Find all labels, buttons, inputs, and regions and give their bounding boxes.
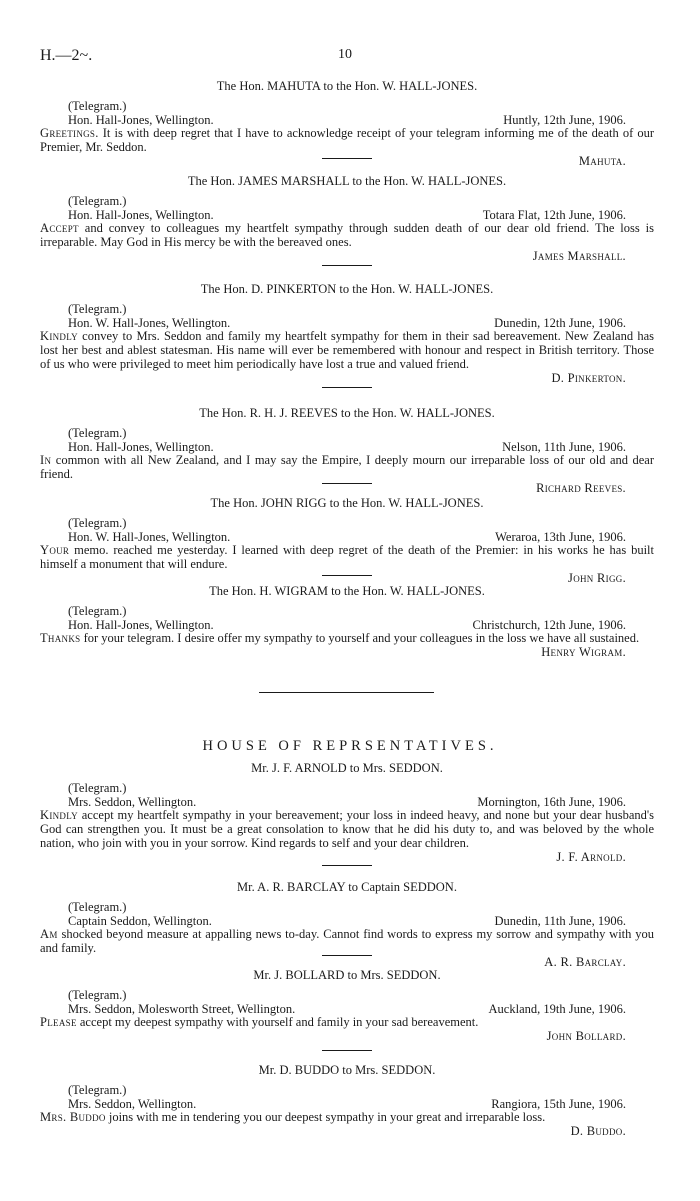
addressee: Hon. Hall-Jones, Wellington.	[68, 439, 214, 454]
place-date: Dunedin, 12th June, 1906.	[494, 315, 626, 330]
telegram-entry	[40, 497, 654, 586]
telegram-body	[40, 1111, 654, 1125]
separator-rule	[322, 387, 372, 388]
telegram-type: (Telegram.)	[68, 987, 127, 1002]
address-line	[40, 114, 654, 128]
telegram-heading: Mr. A. R. BARCLAY to Captain SEDDON.	[237, 880, 457, 894]
separator-rule	[322, 865, 372, 866]
telegram-body	[40, 632, 654, 646]
address-line	[40, 619, 654, 633]
telegram-heading: The Hon. MAHUTA to the Hon. W. HALL-JONES.	[216, 79, 478, 93]
body-lead-word: Am	[40, 927, 58, 942]
telegram-body	[40, 222, 654, 250]
telegram-body	[40, 544, 654, 572]
telegram-body	[40, 127, 654, 155]
body-lead-word: Mrs. Buddo	[40, 1110, 106, 1125]
telegram-type: (Telegram.)	[68, 193, 127, 208]
body-text: accept my deepest sympathy with yourself and family in your sad bereavement.	[79, 1015, 479, 1030]
body-lead-word: Kindly	[40, 329, 78, 344]
signature: Mahuta.	[578, 153, 626, 168]
addressee: Hon. Hall-Jones, Wellington.	[68, 207, 214, 222]
body-lead-word: Kindly	[40, 808, 78, 823]
telegram-type: (Telegram.)	[68, 603, 127, 618]
telegram-type: (Telegram.)	[68, 899, 127, 914]
place-date: Christchurch, 12th June, 1906.	[472, 617, 626, 632]
address-line	[40, 531, 654, 545]
body-lead-word: Greetings.	[40, 126, 99, 141]
place-date: Weraroa, 13th June, 1906.	[495, 529, 626, 544]
signature: James Marshall.	[532, 248, 626, 263]
place-date: Mornington, 16th June, 1906.	[477, 794, 626, 809]
telegram-body	[40, 1016, 654, 1030]
addressee: Mrs. Seddon, Molesworth Street, Wellington.	[68, 1001, 296, 1016]
body-text: common with all New Zealand, and I may say the Empire, I deeply mourn our irreparable loss of our old and dear friend.	[40, 453, 654, 482]
separator-rule	[322, 158, 372, 159]
telegram-entry	[40, 585, 654, 660]
telegram-entry	[40, 1064, 654, 1139]
addressee: Mrs. Seddon, Wellington.	[68, 1096, 197, 1111]
telegram-heading: The Hon. R. H. J. REEVES to the Hon. W. HALL-JONES.	[199, 406, 495, 420]
telegram-entry	[40, 80, 654, 169]
place-date: Dunedin, 11th June, 1906.	[494, 913, 626, 928]
separator-rule	[322, 575, 372, 576]
body-text: accept my heartfelt sympathy in your bereavement; your loss in indeed heavy, and none but your dear husband's God can strengthen you. It must be a great consolation to know that he did his duty to, and was beloved by the whole nation, who join with you in your sorrow. Kind regards to self and your dear children.	[40, 808, 654, 850]
body-lead-word: Your	[40, 543, 70, 558]
telegram-heading: The Hon. JOHN RIGG to the Hon. W. HALL-JONES.	[210, 496, 484, 510]
body-text: for your telegram. I desire offer my sympathy to yourself and your colleagues in the loss we have all sustained.	[83, 631, 640, 646]
signature: John Bollard.	[546, 1029, 626, 1044]
signature: A. R. Barclay.	[544, 954, 626, 969]
addressee: Hon. Hall-Jones, Wellington.	[68, 617, 214, 632]
telegram-type: (Telegram.)	[68, 515, 127, 530]
telegram-body	[40, 454, 654, 482]
body-text: shocked beyond measure at appalling news to-day. Cannot find words to express my sorrow and sympathy with you and family.	[40, 927, 654, 956]
body-lead-word: Accept	[40, 221, 79, 236]
separator-rule	[322, 265, 372, 266]
address-line	[40, 441, 654, 455]
telegram-entry	[40, 762, 654, 865]
signature: D. Buddo.	[570, 1124, 626, 1139]
place-date: Huntly, 12th June, 1906.	[503, 112, 626, 127]
document-reference: H.—2~.	[40, 47, 93, 64]
body-lead-word: In	[40, 453, 52, 468]
body-lead-word: Please	[40, 1015, 77, 1030]
addressee: Hon. W. Hall-Jones, Wellington.	[68, 529, 231, 544]
body-lead-word: Thanks	[40, 631, 81, 646]
telegram-entry	[40, 283, 654, 386]
telegram-entry	[40, 881, 654, 970]
address-line	[40, 317, 654, 331]
body-text: It is with deep regret that I have to acknowledge receipt of your telegram informing me of the death of our Premier, Mr. Seddon.	[40, 126, 654, 155]
body-text: and convey to colleagues my heartfelt sympathy through sudden death of our dear old friend. The loss is irreparable. May God in His mercy be with the bereaved ones.	[40, 221, 655, 250]
place-date: Nelson, 11th June, 1906.	[502, 439, 626, 454]
telegram-heading: The Hon. H. WIGRAM to the Hon. W. HALL-JONES.	[209, 584, 485, 598]
telegram-heading: The Hon. JAMES MARSHALL to the Hon. W. HALL-JONES.	[187, 174, 507, 188]
address-line	[40, 1003, 654, 1017]
address-line	[40, 209, 654, 223]
telegram-heading: Mr. J. BOLLARD to Mrs. SEDDON.	[253, 968, 441, 982]
telegram-type: (Telegram.)	[68, 1082, 127, 1097]
section-divider-rule	[259, 692, 434, 693]
address-line	[40, 796, 654, 810]
body-text: memo. reached me yesterday. I learned with deep regret of the death of the Premier: in his works he has built himself a monument that will endure.	[40, 543, 654, 572]
address-line	[40, 1098, 654, 1112]
signature: D. Pinkerton.	[551, 370, 626, 385]
addressee: Hon. Hall-Jones, Wellington.	[68, 112, 214, 127]
telegram-type: (Telegram.)	[68, 301, 127, 316]
place-date: Auckland, 19th June, 1906.	[488, 1001, 626, 1016]
place-date: Rangiora, 15th June, 1906.	[491, 1096, 626, 1111]
signature: Richard Reeves.	[536, 480, 626, 495]
body-text: convey to Mrs. Seddon and family my heartfelt sympathy for them in their sad bereavement. New Zealand has lost her best and ablest statesman. His name will ever be remembered with honour and respect in British territory. Those of us who were privileged to meet him periodically have lost a true and valued friend.	[40, 329, 655, 371]
signature: Henry Wigram.	[541, 645, 626, 660]
telegram-type: (Telegram.)	[68, 780, 127, 795]
separator-rule	[322, 483, 372, 484]
addressee: Hon. W. Hall-Jones, Wellington.	[68, 315, 231, 330]
separator-rule	[322, 955, 372, 956]
telegram-body	[40, 330, 654, 371]
telegram-entry	[40, 175, 654, 264]
telegram-body	[40, 809, 654, 850]
addressee: Mrs. Seddon, Wellington.	[68, 794, 197, 809]
telegram-heading: Mr. D. BUDDO to Mrs. SEDDON.	[258, 1063, 436, 1077]
body-text: joins with me in tendering you our deepest sympathy in your great and irreparable loss.	[108, 1110, 546, 1125]
place-date: Totara Flat, 12th June, 1906.	[482, 207, 626, 222]
telegram-entry	[40, 969, 654, 1044]
telegram-body	[40, 928, 654, 956]
addressee: Captain Seddon, Wellington.	[68, 913, 212, 928]
separator-rule	[322, 1050, 372, 1051]
telegram-heading: Mr. J. F. ARNOLD to Mrs. SEDDON.	[251, 761, 443, 775]
section-title: HOUSE OF REPRSENTATIVES.	[202, 738, 498, 754]
telegram-type: (Telegram.)	[68, 98, 127, 113]
address-line	[40, 915, 654, 929]
page-number: 10	[338, 47, 352, 62]
signature: John Rigg.	[568, 570, 626, 585]
telegram-heading: The Hon. D. PINKERTON to the Hon. W. HALL-JONES.	[200, 282, 494, 296]
signature: J. F. Arnold.	[556, 849, 626, 864]
telegram-type: (Telegram.)	[68, 425, 127, 440]
